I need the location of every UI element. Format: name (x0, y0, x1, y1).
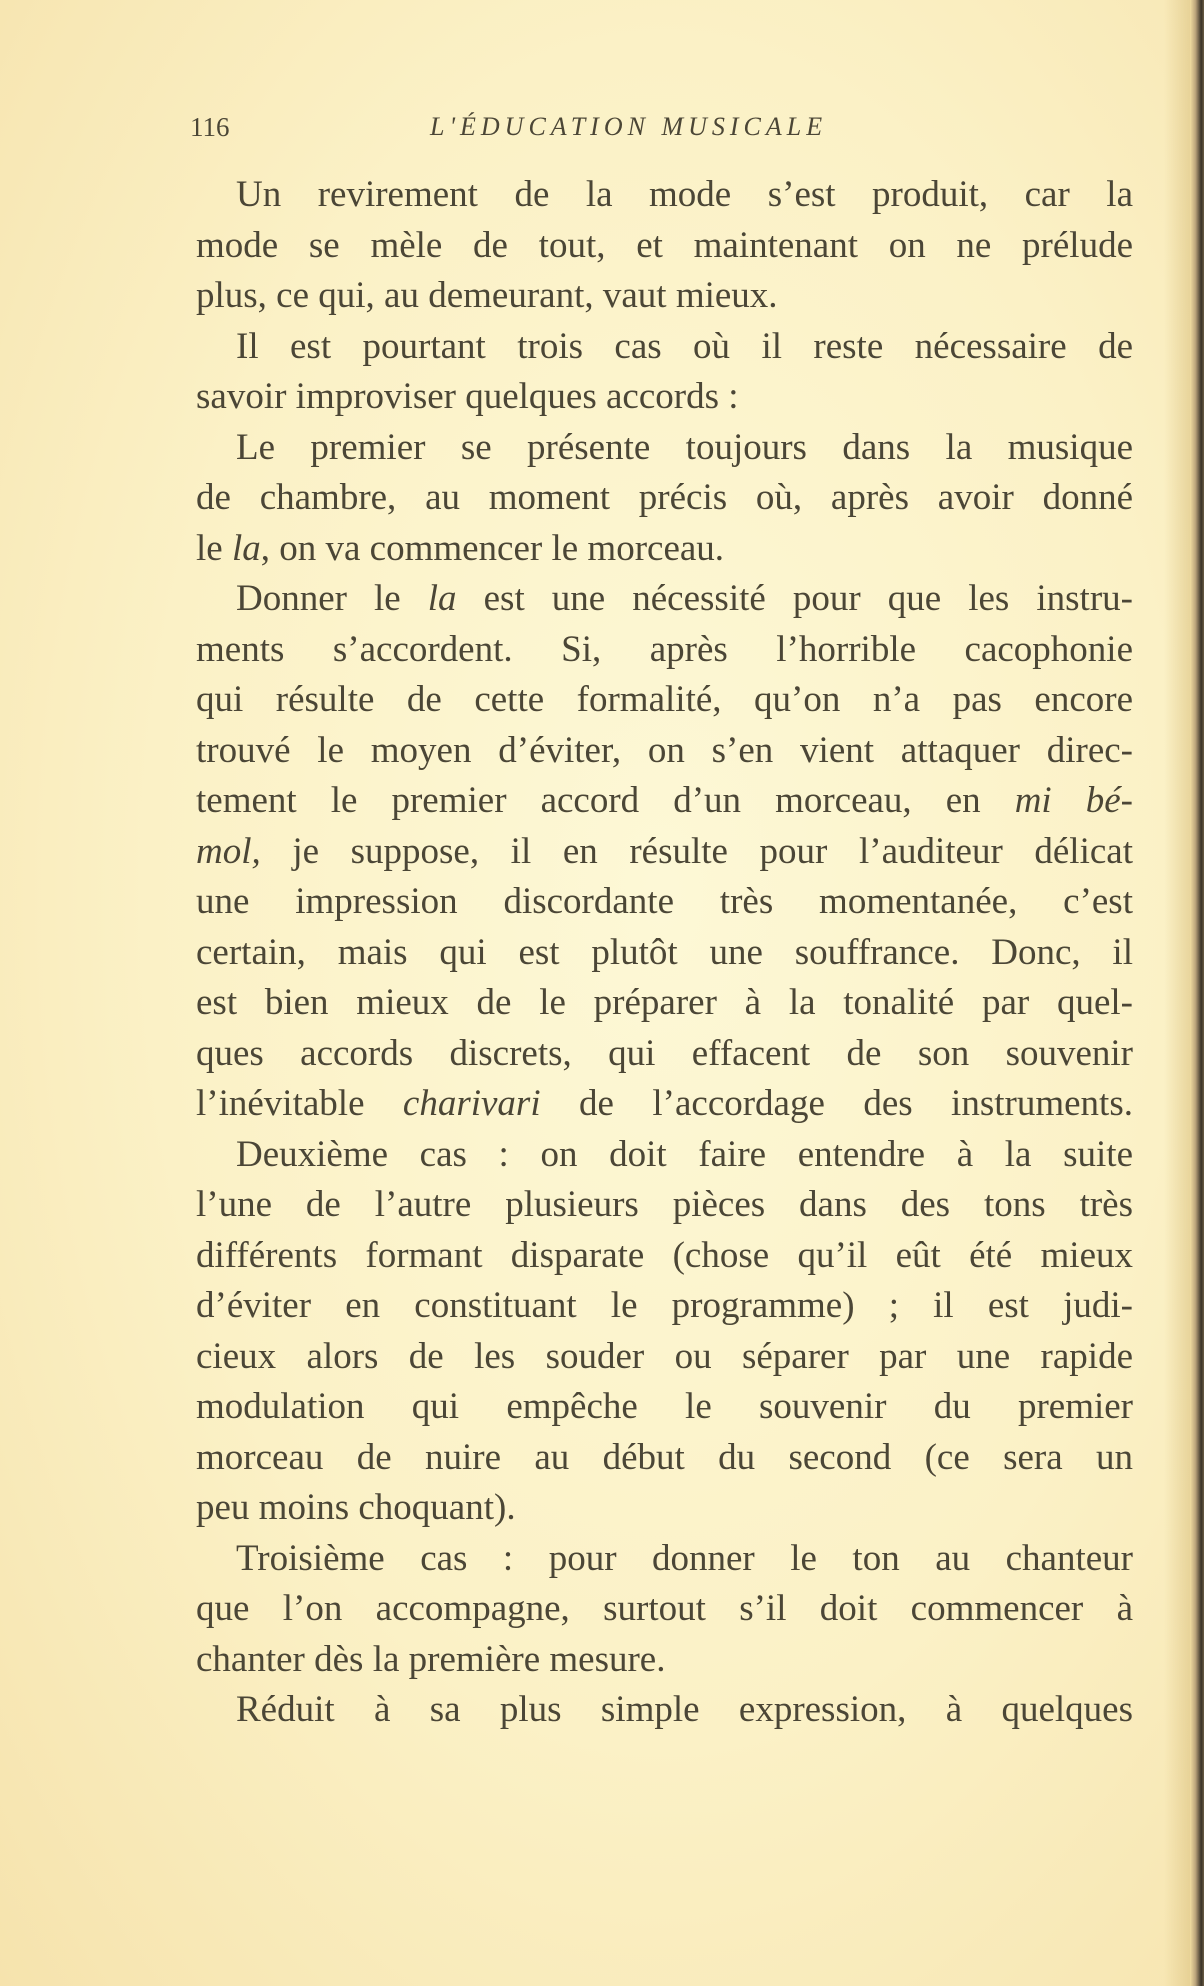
body-text (196, 170, 1133, 1736)
text-line (196, 574, 1133, 625)
text-segment: je suppose, il en résulte pour l’auditeur délicat (260, 830, 1133, 872)
text-line (196, 726, 1133, 777)
text-line (196, 1433, 1133, 1484)
text-segment: Il est pourtant trois cas où il reste nécessaire de (236, 325, 1133, 367)
text-segment: mode se mèle de tout, et maintenant on ne prélude (196, 224, 1133, 266)
text-segment: est bien mieux de le préparer à la tonalité par quel- (196, 982, 1133, 1023)
text-line (196, 1231, 1133, 1282)
text-segment: cieux alors de les souder ou séparer par une rapide (196, 1335, 1133, 1377)
text-line (196, 1635, 1133, 1686)
text-segment: que l’on accompagne, surtout s’il doit commencer à (196, 1588, 1133, 1629)
text-segment: Donner le (236, 578, 428, 619)
page-number: 116 (190, 112, 230, 142)
text-segment: Le premier se présente toujours dans la musique (236, 426, 1133, 468)
text-line (196, 221, 1133, 272)
text-segment: modulation qui empêche le souvenir du premier (196, 1386, 1133, 1427)
italic-text: mol, (196, 830, 261, 872)
text-line (196, 625, 1133, 676)
running-title: L'ÉDUCATION MUSICALE (430, 112, 828, 141)
text-line (196, 1534, 1133, 1585)
text-line (196, 928, 1133, 979)
text-segment: de chambre, au moment précis où, après avoir donné (196, 477, 1133, 518)
text-segment: est une nécessité pour que les instru- (456, 578, 1133, 619)
italic-text: charivari (402, 1083, 541, 1124)
text-segment: d’éviter en constituant le programme) ; il est judi- (196, 1285, 1133, 1326)
text-segment: savoir improviser quelques accords : (196, 376, 739, 417)
page-shadow (1164, 0, 1190, 1986)
text-line (196, 423, 1133, 474)
text-segment: une impression discordante très momentanée, c’est (196, 881, 1133, 922)
italic-text: mi bé- (1014, 780, 1133, 821)
book-gutter (1190, 0, 1204, 1986)
text-line (196, 1685, 1133, 1736)
text-line (196, 827, 1133, 878)
text-line (196, 271, 1133, 322)
text-line (196, 776, 1133, 827)
text-segment: chanter dès la première mesure. (196, 1638, 666, 1680)
text-segment: de l’accordage des instruments. (540, 1083, 1133, 1124)
text-line (196, 1382, 1133, 1433)
text-line (196, 978, 1133, 1029)
text-line (196, 1079, 1133, 1130)
text-segment: peu moins choquant). (196, 1487, 516, 1528)
text-segment: qui résulte de cette formalité, qu’on n’a pas encore (196, 679, 1133, 720)
text-segment: ques accords discrets, qui effacent de son souvenir (196, 1032, 1133, 1074)
text-segment: morceau de nuire au début du second (ce sera un (196, 1436, 1133, 1478)
text-segment: Réduit à sa plus simple expression, à quelques (236, 1689, 1133, 1730)
text-segment: plus, ce qui, au demeurant, vaut mieux. (196, 275, 778, 316)
text-segment: différents formant disparate (chose qu’il eût été mieux (196, 1234, 1133, 1276)
text-line (196, 1029, 1133, 1080)
text-segment: le (196, 527, 232, 569)
text-line (196, 1130, 1133, 1181)
text-line (196, 675, 1133, 726)
text-line (196, 322, 1133, 373)
text-line (196, 170, 1133, 221)
text-segment: trouvé le moyen d’éviter, on s’en vient attaquer direc- (196, 729, 1133, 771)
text-line (196, 1483, 1133, 1534)
text-line (196, 372, 1133, 423)
text-segment: Un revirement de la mode s’est produit, car la (236, 174, 1133, 215)
text-line (196, 1281, 1133, 1332)
text-line (196, 877, 1133, 928)
text-segment: certain, mais qui est plutôt une souffrance. Donc, il (196, 931, 1133, 973)
italic-text: la (427, 578, 457, 619)
text-line (196, 1584, 1133, 1635)
text-segment: l’une de l’autre plusieurs pièces dans des tons très (196, 1184, 1133, 1225)
text-line (196, 1180, 1133, 1231)
text-line (196, 473, 1133, 524)
text-line (196, 1332, 1133, 1383)
text-line (196, 524, 1133, 575)
text-segment: tement le premier accord d’un morceau, en (196, 780, 1015, 821)
text-segment: l’inévitable (196, 1083, 403, 1124)
text-segment: , on va commencer le morceau. (260, 527, 725, 569)
italic-text: la (231, 527, 261, 569)
text-segment: ments s’accordent. Si, après l’horrible cacophonie (196, 628, 1133, 670)
text-segment: Troisième cas : pour donner le ton au chanteur (236, 1537, 1133, 1579)
text-segment: Deuxième cas : on doit faire entendre à la suite (236, 1133, 1133, 1175)
